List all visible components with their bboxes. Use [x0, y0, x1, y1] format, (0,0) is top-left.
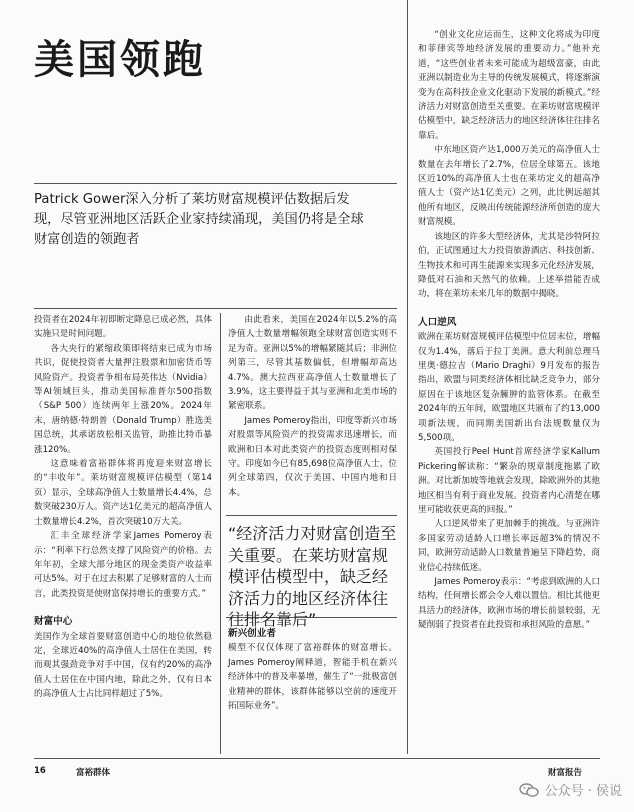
middle-column-lower: [228, 627, 397, 713]
paragraph: 汇丰全球经济学家James Pomeroy表示：“利率下行总然支撑了风险资产的价格。去年年初，全球大部分地区的现金类资产收益率可达5%。对于在过去积累了足够财富的人士而言，此类投资是使财富保持增长的重要方式。”: [34, 531, 212, 599]
headline: 美国领跑: [34, 37, 206, 83]
wechat-icon: [519, 783, 539, 797]
paragraph: 模型不仅仅体现了富裕群体的财富增长。James Pomeroy阐释道，智能手机在新兴经济体中的普及率暴增，催生了“一批极富创业精神的群体，该群体能够以空前的速度开拓国际业务”。: [228, 643, 397, 712]
footer-section-right: 财富报告: [548, 768, 583, 778]
page-number: 16: [34, 766, 46, 776]
watermark: [519, 780, 622, 799]
paragraph: 这意味着富裕群体将再度迎来财富增长的“丰收年”。莱坊财富规模评估模型（第14页）显示，全球高净值人士数量增长4.4%，总数突破230万人。资产达1亿美元的超高净值人士数量增长4.2%，首次突破10万大关。: [34, 459, 212, 527]
section-heading: 财富中心: [34, 616, 73, 628]
footer-section-left: 富裕群体: [76, 768, 111, 778]
paragraph: “创业文化应运而生，这种文化将成为印度和菲律宾等地经济发展的重要动力。”他补充道，“这些创业者未来可能成为超级富豪，由此亚洲以制造业为主导的传统发展模式，将逐渐演变为在高科技企业文化驱动下发展的新模式。”经济活力对财富创造至关重要。在莱坊财富规模评估模型中，缺乏经济活力的地区经济体往往排名靠后。: [418, 30, 600, 141]
paragraph: 美国作为全球首要财富创造中心的地位依然稳定，全球近40%的高净值人士居住在美国，转而观其强劲竞争对手中国，仅有约20%的高净值人士居住在中国内地，除此之外，仅有日本的高净值人士占比同样超过了5%。: [34, 631, 212, 700]
footer-rule: [34, 758, 600, 759]
pullquote-rule-top: [226, 515, 397, 516]
watermark-text: 公众号 · 侯说: [544, 784, 622, 799]
standfirst-rule-bottom: [34, 308, 397, 309]
paragraph: James Pomeroy指出，印度等新兴市场对股票等风险资产的投资需求迅速增长，而欧洲和日本对此类资产的投资态度则相对保守。印度如今已有85,698位高净值人士，位列全球第四，仅次于美国、中国内地和日本。: [228, 415, 397, 498]
standfirst: Patrick Gower深入分析了莱坊财富规模评估数据后发现，尽管亚洲地区活跃企业家持续涌现，美国仍将是全球财富创造的领跑者: [34, 192, 364, 247]
middle-column: [228, 313, 397, 500]
paragraph: 投资者在2024年初即断定降息已成必然，具体实施只是时间问题。: [34, 315, 212, 340]
column-divider-right: [407, 0, 408, 754]
paragraph: 由此看来，美国在2024年以5.2%的高净值人士数量增幅领跑全球财富创造实则不足为奇。亚洲以5%的增幅紧随其后；非洲位列第三，尽管其基数偏低，但增幅却高达4.7%。澳大拉西亚高净值人士数量增长了3.9%，这主要得益于其与亚洲和北美市场的紧密联系。: [228, 315, 397, 412]
paragraph: 各大央行的紧缩政策即将结束已成为市场共识，促使投资者大量押注股票和加密货币等风险资产。投资者争相布局英伟达（Nvidia）等AI领域巨头，推动美国标准普尔500指数（S&P 500）连续两年上涨20%。2024年末，唐纳德·特朗普（Donald Trump）胜选美国总统，其承诺放松相关监管，助推比特币暴涨120%。: [34, 343, 212, 455]
paragraph: 欧洲在莱坊财富规模评估模型中位居末位，增幅仅为1.4%，落后于拉丁美洲。意大利前总理马里奥·德拉吉（Mario Draghi）9月发布的报告指出，欧盟与同类经济体相比缺乏竞争力，部分原因在于该地区复杂臃肿的监管体系。在截至2024年的五年间，欧盟地区共颁布了约13,000项新法规，而同期美国新出台法规数量仅为5,500项。: [418, 332, 600, 443]
section-heading: 人口逆风: [418, 316, 457, 328]
section-heading: 新兴创业者: [228, 628, 276, 639]
standfirst-rule-top: [34, 183, 397, 184]
paragraph: James Pomeroy表示：“考虑到欧洲的人口结构，任何增长都会令人难以置信。相比其他更具活力的经济体，欧洲市场的增长前景较弱，无疑削弱了投资者在此投资和承担风险的意愿。”: [418, 577, 600, 631]
paragraph: 该地区的许多大型经济体，尤其是沙特阿拉伯，正试图通过大力投资旅游酒店、科技创新、生物技术和可再生能源来实现多元化经济发展，降低对石油和天然气的依赖。上述举措能否成功，将在莱坊未来几年的数据中揭晓。: [418, 231, 600, 300]
paragraph: 英国投行Peel Hunt首席经济学家Kallum Pickering解读称：“繁杂的规章制度拖累了欧洲。对比新加坡等地就会发现，除欧洲外的其他地区相当有利于商业发展。投资者内心清楚在哪里可能收获更高的回报。”: [418, 447, 600, 515]
column-divider-left: [220, 313, 221, 754]
paragraph: 中东地区资产达1,000万美元的高净值人士数量在去年增长了2.7%，位居全球第五。该地区近10%的高净值人士也在莱坊定义的超高净值人士（资产达1亿美元）之列，此比例远超其他所有地区，反映出传统能源经济所创造的庞大财富规模。: [418, 145, 600, 228]
pull-quote: “经济活力对财富创造至关重要。在莱坊财富规模评估模型中，缺乏经济活力的地区经济体往往排名靠后”: [228, 524, 397, 629]
right-column: [418, 28, 600, 633]
left-column: [34, 313, 212, 702]
paragraph: 人口逆风带来了更加棘手的挑战。与亚洲许多国家劳动适龄人口增长率远超3%的情况不同，欧洲劳动适龄人口数量普遍呈下降趋势，商业信心持续低迷。: [418, 519, 600, 573]
